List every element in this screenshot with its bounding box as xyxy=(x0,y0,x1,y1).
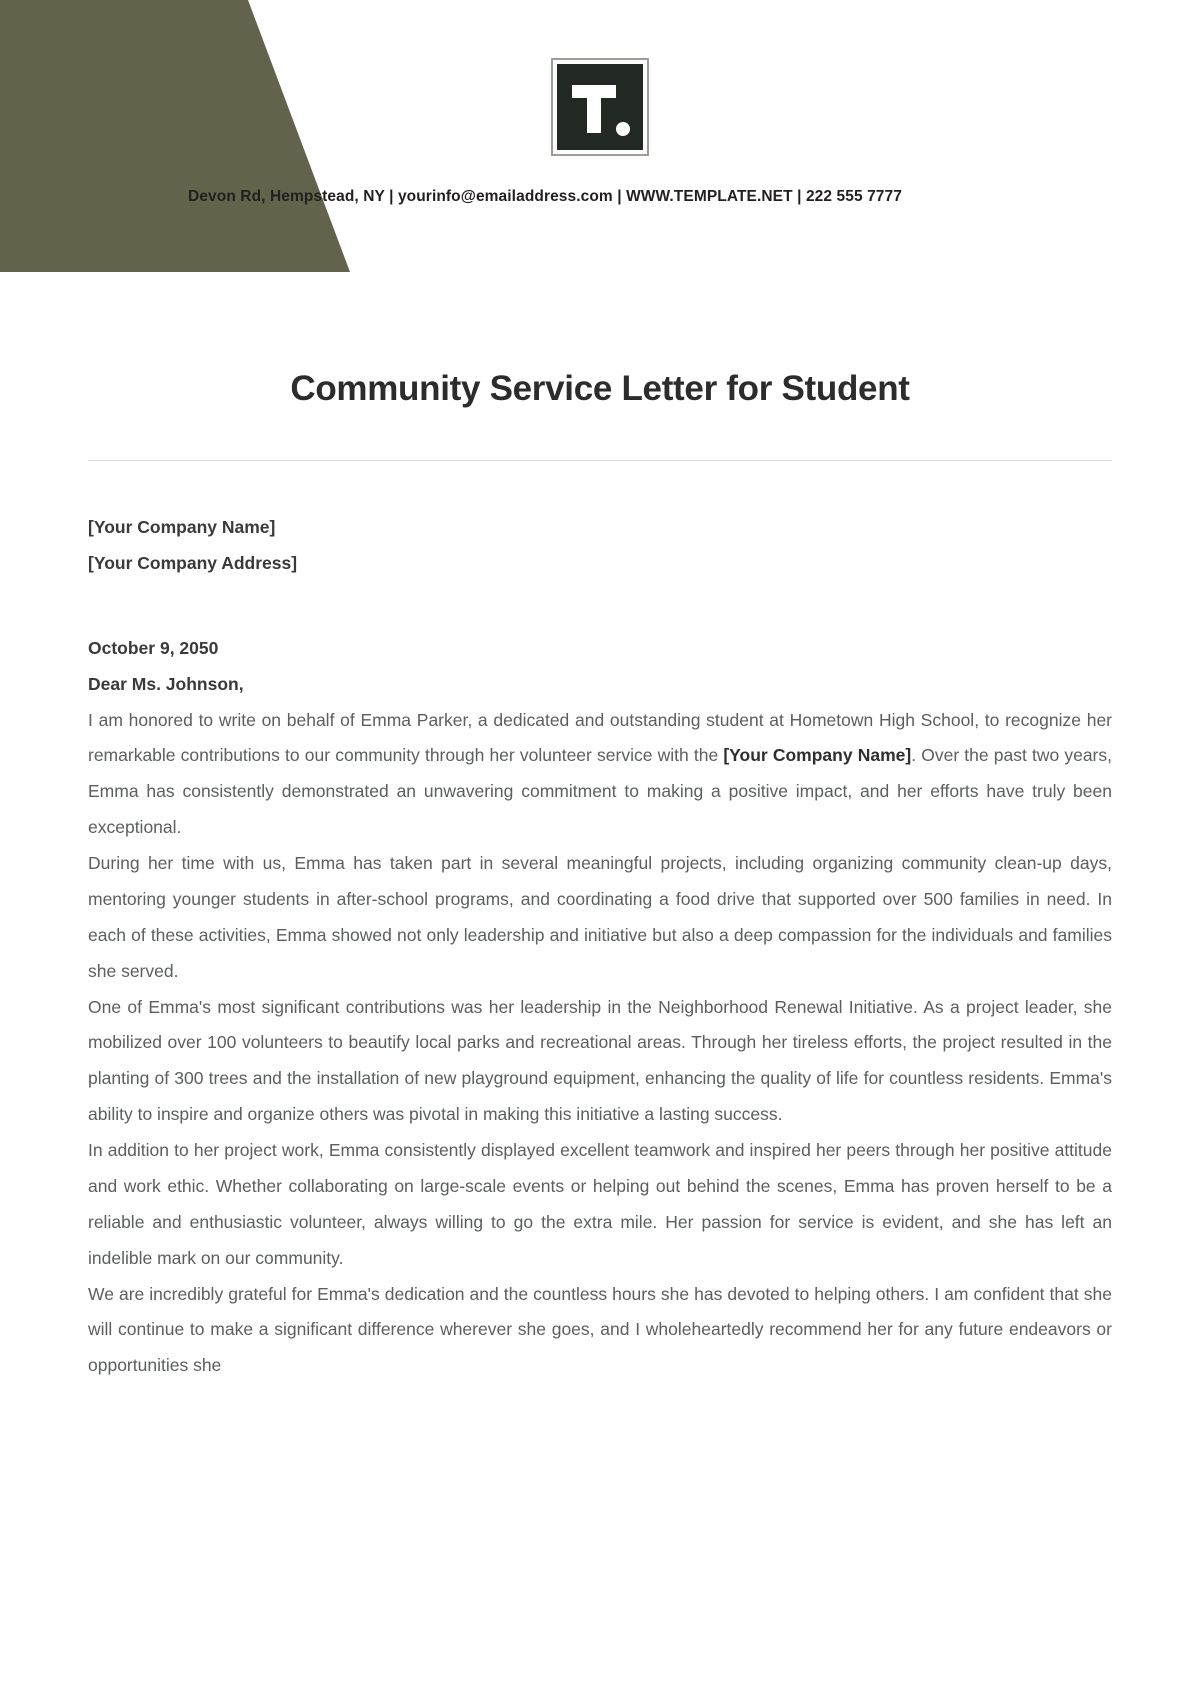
letterhead-header xyxy=(0,0,1200,272)
paragraph-1-part-a: I am honored to write on behalf of Emma Parker, a dedicated and outstanding student at Hometown High School, to recognize her remarkable contributions to our community through her volunteer service with the xyxy=(88,709,1112,766)
letter-content xyxy=(0,368,1200,1384)
recipient-block xyxy=(88,509,1112,582)
letter-paragraph-5: We are incredibly grateful for Emma's dedication and the countless hours she has devoted to helping others. I am confident that she will continue to make a significant difference wherever she goes, and I wholeheartedly recommend her for any future endeavors or opportunities she xyxy=(88,1283,1112,1376)
paragraph-1-part-b: . Over the past two years, Emma has consistently demonstrated an unwavering commitment to making a positive impact, and her efforts have truly been exceptional. xyxy=(88,745,1112,838)
paragraph-1-company-placeholder: [Your Company Name] xyxy=(723,745,912,766)
letter-paragraph-1 xyxy=(88,703,1112,847)
letter-paragraph-4: In addition to her project work, Emma consistently displayed excellent teamwork and inspired her peers through her positive attitude and work ethic. Whether collaborating on large-scale events or helping out behind the scenes, Emma has proven herself to be a reliable and enthusiastic volunteer, always willing to go the extra mile. Her passion for service is evident, and she has left an indelible mark on our community. xyxy=(88,1140,1112,1268)
letter-salutation: Dear Ms. Johnson, xyxy=(88,674,244,695)
logo-container xyxy=(0,58,1200,156)
recipient-company-name: [Your Company Name] xyxy=(88,517,276,537)
contact-info-line: Devon Rd, Hempstead, NY | yourinfo@emailaddress.com | WWW.TEMPLATE.NET | 222 555 7777 xyxy=(188,188,902,205)
recipient-company-address: [Your Company Address] xyxy=(88,553,298,574)
letter-paragraph-2: During her time with us, Emma has taken part in several meaningful projects, including organizing community clean-up days, mentoring younger students in after-school programs, and coordinating a food drive that supported over 500 families in need. In each of these activities, Emma showed not only leadership and initiative but also a deep compassion for the individuals and families she served. xyxy=(88,853,1112,981)
letter-date: October 9, 2050 xyxy=(88,637,219,658)
title-divider xyxy=(88,460,1112,461)
template-net-logo-icon xyxy=(557,64,643,150)
logo-t-stem xyxy=(587,85,601,133)
logo-frame xyxy=(551,58,649,156)
page-title: Community Service Letter for Student xyxy=(290,369,910,408)
logo-dot-icon xyxy=(616,122,631,137)
letter-paragraph-3: One of Emma's most significant contributions was her leadership in the Neighborhood Renewal Initiative. As a project leader, she mobilized over 100 volunteers to beautify local parks and recreational areas. Through her tireless efforts, the project resulted in the planting of 300 trees and the installation of new playground equipment, enhancing the quality of life for countless residents. Emma's ability to inspire and organize others was pivotal in making this initiative a lasting success. xyxy=(88,996,1112,1125)
